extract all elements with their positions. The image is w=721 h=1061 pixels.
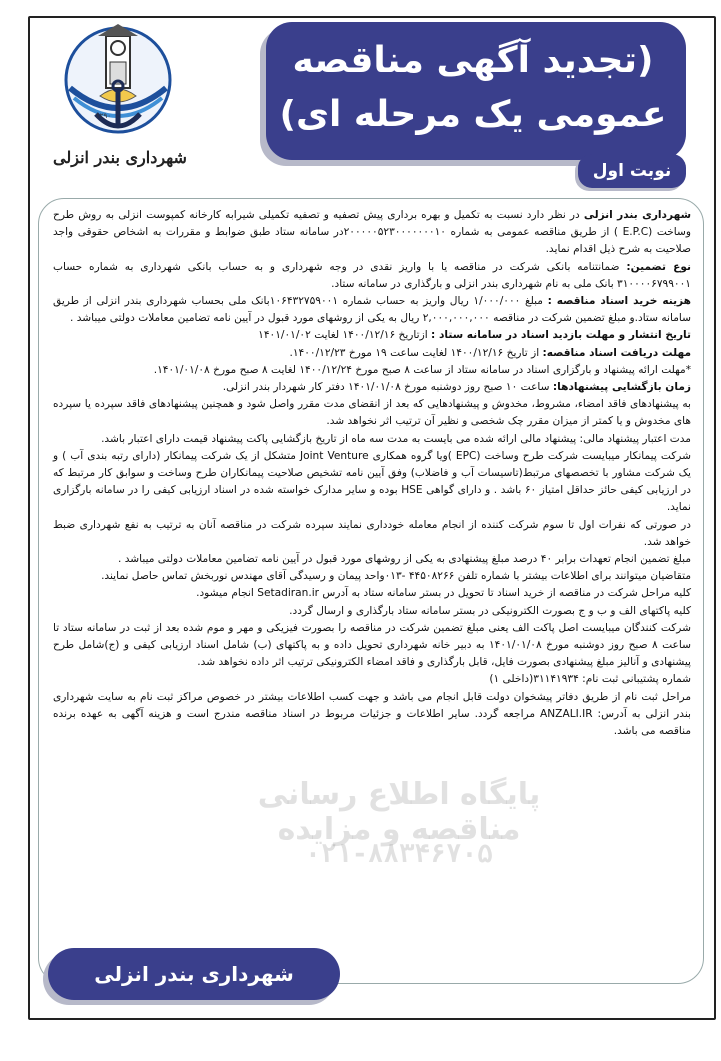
notice-text [53, 207, 691, 740]
org-name: شهرداری بندر انزلی [583, 209, 692, 221]
receive-deadline-heading: مهلت دریافت اسناد مناقصه: [542, 346, 691, 359]
paragraph: کلیه پاکتهای الف و ب و ج بصورت الکترونیکی در بستر سامانه ستاد بارگذاری و ارسال گردد. [289, 604, 691, 617]
paragraph-text: ضمانتنامه بانکی شرکت در مناقصه یا با واریز نقدی در وجه شهرداری و به حساب بانکی شهرداری به شماره حساب ۳۱۰۰۰۰۶۷۹۹۰۰۱ بانک ملی به نام شهرداری بندر انزلی و بارگذاری در سامانه ستاد. [53, 260, 691, 290]
watermark-text: پایگاه اطلاع رسانی مناقصه و مزایده [257, 777, 541, 847]
opening-time-heading: زمان بازگشایی پیشنهادها: [552, 381, 691, 394]
paragraph: مراحل ثبت نام از طریق دفاتر پیشخوان دولت قابل انجام می باشد و جهت کسب اطلاعات بیشتر در خصوص مراکز ثبت نام به سایت شهرداری بندر انزلی به آدرس: ANZALI.IR مراجعه گردد. سایر اطلاعات و جزئیات مربوط در اسناد مناقصه مندرج است و هزینه آگهی به عهده برنده مناقصه می باشد. [53, 690, 691, 738]
paragraph: مدت اعتبار پیشنهاد مالی: پیشنهاد مالی ارائه شده می بایست به مدت سه ماه از تاریخ بازگشایی پاکت پیشنهاد قیمت دارای اعتبار باشد. [101, 432, 691, 445]
doc-cost-heading: هزینه خرید اسناد مناقصه : [547, 295, 691, 308]
paragraph [53, 259, 691, 293]
paragraph-text: در نظر دارد نسبت به تکمیل و بهره برداری پیش تصفیه و تصفیه تکمیلی شیرابه کارخانه کمپوست انزلی به روش طرح وساخت (E.P.C ) از طریق مناقصه عمومی به شماره ۲۰۰۰۰۰۵۲۳۰۰۰۰۰۰۰۱۰در سامانه ستاد طبق ضوابط و مقررات به اشخاص حقوقی واجد صلاحیت به شرح ذیل اقدام نماید. [53, 209, 691, 256]
paragraph: در صورتی که نفرات اول تا سوم شرکت کننده از انجام معامله خودداری نمایند سپرده شرکت در مناقصه آنان به ترتیب به نفع شهرداری ضبط خواهد شد. [53, 518, 691, 548]
paragraph: *مهلت ارائه پیشنهاد و بارگزاری اسناد در سامانه ستاد از ساعت ۸ صبح مورخ ۱۴۰۰/۱۲/۲۴ لغایت ۸ صبح مورخ ۱۴۰۱/۰۱/۰۸. [153, 363, 691, 376]
paragraph: شماره پشتیبانی ثبت نام: ۳۱۱۴۱۹۳۴(داخلی ۱) [489, 673, 691, 686]
paragraph-text: ساعت ۱۰ صبح روز دوشنبه مورخ ۱۴۰۱/۰۱/۰۸ دفتر کار شهردار بندر انزلی. [222, 381, 553, 394]
paragraph [53, 293, 691, 327]
paragraph: به پیشنهادهای فاقد امضاء، مشروط، مخدوش و پیشنهادهایی که بعد از انقضای مدت مقرر واصل شود و همچنین پیشنهادهای فاقد سپرده یا سپرده های مخدوش و یا کمتر از میزان مقرر چک شخصی و نظیر آن ترتیب اثر نخواهد شد. [53, 398, 691, 428]
watermark-phone: ۰۲۱-۸۸۳۴۶۷۰۵ [305, 839, 493, 869]
paragraph-text: مبلغ ۱/۰۰۰/۰۰۰ ریال واریز به حساب شماره ۱۰۶۴۳۲۷۵۹۰۰۱بانک ملی بحساب شهرداری بندر انزلی از طریق سامانه ستاد.و مبلغ تضمین شرکت در مناقصه ۲,۰۰۰,۰۰۰,۰۰۰ ریال به یکی از روشهای مورد قبول در آیین نامه تضامین معاملات دولتی میباشد . [53, 295, 691, 325]
title-line-1: (تجدید آگهی مناقصه [292, 40, 654, 81]
paragraph-text: از تاریخ ۱۴۰۰/۱۲/۱۶ لغایت ساعت ۱۹ مورخ ۱۴۰۰/۱۲/۲۳. [289, 346, 543, 359]
title-line-2: عمومی یک مرحله ای) [279, 94, 667, 135]
paragraph: متقاضیان میتوانند برای اطلاعات بیشتر با شماره تلفن ۴۴۵۰۸۲۶۶ -۰۱۳واحد پیمان و رسیدگی آقای مهندس نوربخش تماس حاصل نمایند. [101, 570, 691, 583]
paragraph [53, 207, 691, 259]
paragraph-text: ازتاریخ ۱۴۰۰/۱۲/۱۶ لغایت ۱۴۰۱/۰۱/۰۲ [258, 329, 432, 342]
publish-date-heading: تاریخ انتشار و مهلت بازدید اسناد در سامانه ستاد : [431, 329, 691, 342]
paragraph [53, 345, 691, 362]
logo-signature-text: شهرداری بندر انزلی [53, 148, 187, 167]
paragraph: کلیه مراحل شرکت در مناقصه از خرید اسناد تا تحویل در بستر سامانه ستاد به آدرس Setadiran.ir انجام میشود. [196, 587, 691, 600]
paragraph: شرکت کنندگان میبایست اصل پاکت الف یعنی مبلغ تضمین شرکت در مناقصه را بصورت فیزیکی و مهر و موم شده بعد از ثبت در سامانه ستاد تا ساعت ۸ صبح روز دوشنبه مورخ ۱۴۰۱/۰۱/۰۸ به دبیر خانه شهرداری تحویل داده و به پاکتهای (ب) شامل اسناد ارزیابی کیفی و (ج)شامل طرح پیشنهادی و آنالیز مبلغ پیشنهادی بصورت فایل، قابل بارگذاری و فاقد امضاء الکترونیکی ترتیب اثر داده نخواهد شد. [53, 621, 691, 669]
guarantee-heading: نوع تضمین: [626, 260, 691, 273]
notice-body [38, 198, 704, 984]
title-banner [266, 22, 686, 160]
paragraph [53, 379, 691, 396]
logo-year: ۱۲۹۰ [96, 112, 112, 120]
paragraph [53, 327, 691, 344]
paragraph: مبلغ تضمین انجام تعهدات برابر ۴۰ درصد مبلغ پیشنهادی به یکی از روشهای مورد قبول در آیین نامه تضامین معاملات دولتی میباشد . [117, 553, 691, 566]
footer-banner: شهرداری بندر انزلی [48, 948, 340, 1000]
round-badge: نوبت اول [578, 154, 686, 188]
paragraph: شرکت پیمانکار میبایست شرکت طرح وساخت (EPC )ویا گروه همکاری Joint Venture متشکل از یک شرکت پیمانکار (دارای رتبه بندی آب ) و یک شرکت مشاور با تخصصهای مرتبط(تاسیسات آب و فاضلاب) وفق آیین نامه تشخیص صلاحیت پیمانکاران طرح وساخت و سوابق کار مرتبط که در ارزیابی کیفی حائز حداقل امتیاز ۶۰ باشد . و دارای گواهی HSE بوده و سایر مدارک خواسته شده در اسناد ارزیابی کیفی را در سامانه بارگزاری نماید. [53, 449, 691, 514]
